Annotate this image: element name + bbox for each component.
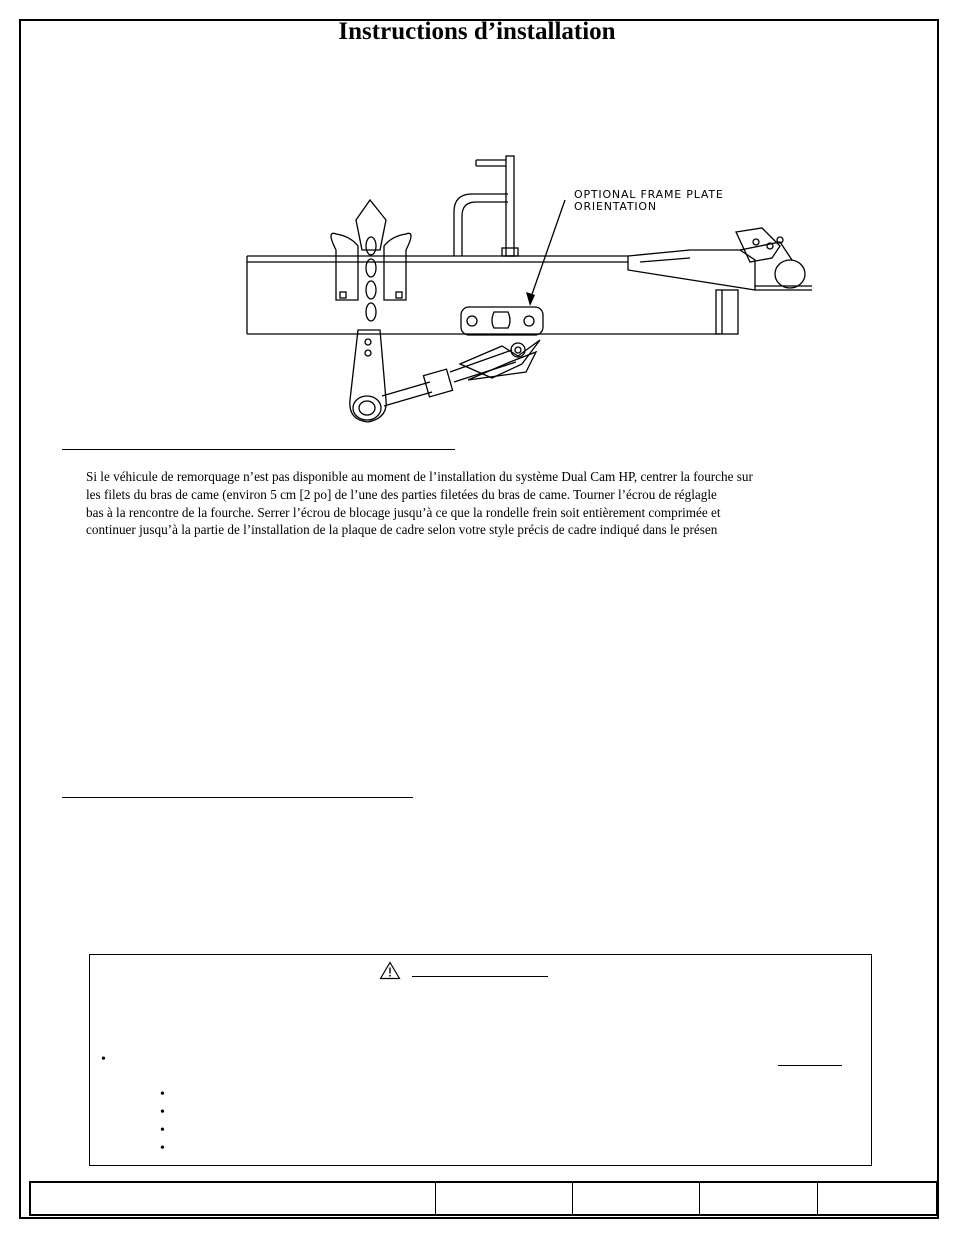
paragraph-line: Si le véhicule de remorquage n’est pas disponible au moment de l’installation du système Dual Cam HP, centrer la fourche sur — [86, 469, 753, 484]
footer-cell — [573, 1183, 700, 1214]
section-rule-2 — [62, 797, 413, 798]
bullet: • — [101, 1052, 106, 1067]
footer-cell — [700, 1183, 818, 1214]
paragraph-line: bas à la rencontre de la fourche. Serrer l’écrou de blocage jusqu’à ce que la rondelle frein soit entièrement comprimée et — [86, 504, 721, 520]
warning-triangle-icon — [379, 961, 401, 980]
section-rule-1 — [62, 449, 455, 450]
warning-heading-underline — [412, 976, 548, 977]
paragraph-line: les filets du bras de came (environ 5 cm [2 po] de l’une des parties filetées du bras de came. Tourner l’écrou de réglagle — [86, 486, 717, 502]
warning-box — [89, 954, 872, 1166]
sub-bullet: • — [160, 1141, 165, 1156]
footer-cell — [818, 1183, 936, 1214]
footer-cell — [31, 1183, 436, 1214]
page-title: Instructions d’installation — [338, 18, 616, 45]
instruction-paragraph — [86, 468, 886, 539]
hitch-diagram — [240, 150, 820, 435]
callout-label-2: ORIENTATION — [574, 200, 657, 213]
sub-bullet: • — [160, 1123, 165, 1138]
footer-cell — [436, 1183, 573, 1214]
callout-label-1: OPTIONAL FRAME PLATE — [574, 188, 724, 201]
paragraph-line: continuer jusqu’à la partie de l’installation de la plaque de cadre selon votre style précis de cadre indiqué dans le présen — [86, 522, 718, 538]
footer-table — [29, 1181, 938, 1216]
sub-bullet: • — [160, 1105, 165, 1120]
sub-bullet: • — [160, 1087, 165, 1102]
warning-emphasis-underline — [778, 1065, 842, 1066]
